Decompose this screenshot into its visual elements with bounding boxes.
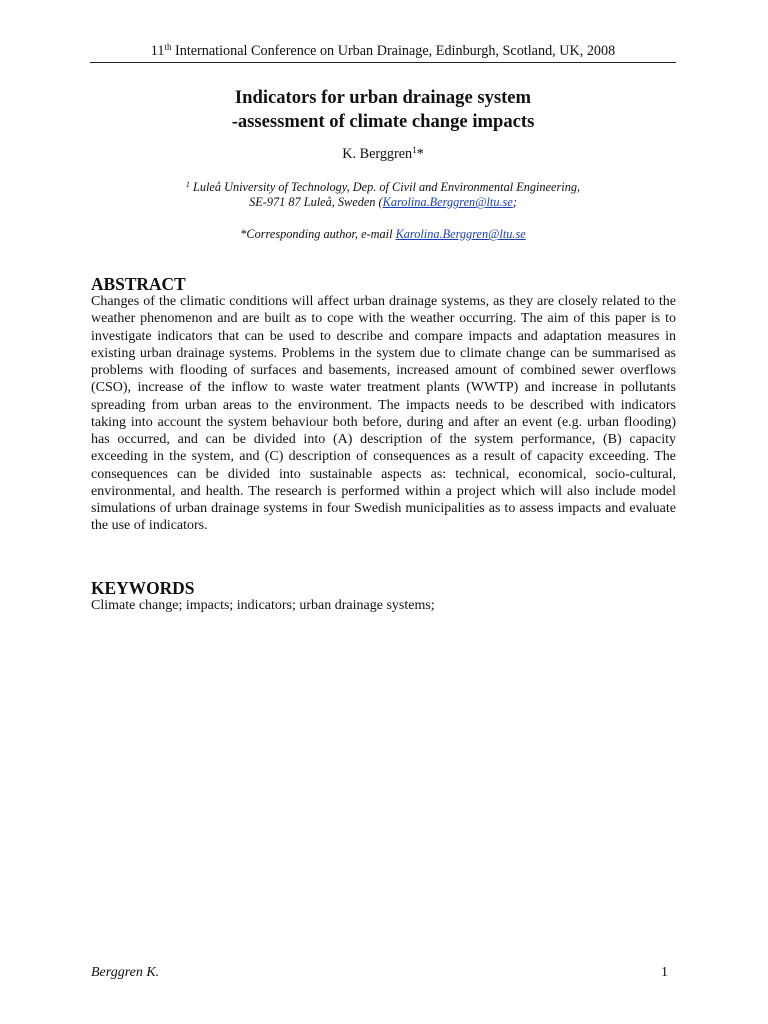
author-corresponding-marker: * (416, 146, 424, 162)
abstract-body: Changes of the climatic conditions will affect urban drainage systems, as they are closely related to the weather phenomenon and are built as to cope with the weather occurring. The aim of this paper is to investigate indicators that can be used to describe and compare impacts and adaptation measures in existing urban drainage systems. Problems in the system due to climate change can be summarised as problems with flooding of surfaces and basements, increased amount of combined sewer overflows (CSO), increase of the inflow to waste water treatment plants (WWTP) and increase in pollutants spreading from urban areas to the environment. The impacts needs to be described with indicators taking into account the system behaviour both before, during and after an event (e.g. urban flooding) has occurred, and can be divided into (A) description of the system performance, (B) capacity exceeding in the system, and (C) description of consequences as a result of capacity exceeding. The consequences can be divided into sustainable aspects as: technical, economical, socio-cultural, environmental, and health. The research is performed within a project which will also include model simulations of urban drainage systems in four Swedish municipalities as to assess impacts and evaluate the use of indicators. (91, 294, 676, 534)
title-line-1: Indicators for urban drainage system (234, 87, 532, 108)
affiliation-line-1 (90, 180, 676, 195)
author-line (90, 145, 676, 163)
title-line-2: -assessment of climate change impacts (231, 111, 535, 132)
affiliation-institution: Luleå University of Technology, Dep. of Civil and Environmental Engineering, (189, 180, 581, 194)
corresponding-email-link[interactable]: Karolina.Berggren@ltu.se (395, 227, 526, 241)
affiliation-block (90, 180, 676, 210)
corresponding-author-label: *Corresponding author, e-mail (240, 227, 396, 241)
keywords-body: Climate change; impacts; indicators; urban drainage systems; (91, 598, 435, 613)
footer-author: Berggren K. (91, 965, 160, 980)
affiliation-marker: 1 (185, 180, 190, 189)
conference-ordinal-suffix: th (164, 42, 172, 52)
affiliation-address: SE-971 87 Luleå, Sweden ( (249, 195, 383, 209)
corresponding-author-line (90, 227, 676, 242)
keywords-heading: KEYWORDS (91, 578, 195, 598)
author-name: K. Berggren (342, 146, 413, 162)
page-number: 1 (661, 965, 668, 980)
affiliation-suffix: ; (512, 195, 517, 209)
affiliation-line-2 (90, 195, 676, 210)
paper-title (90, 86, 676, 134)
conference-name: International Conference on Urban Drainage, Edinburgh, Scotland, UK, 2008 (171, 43, 616, 59)
abstract-heading: ABSTRACT (91, 274, 186, 294)
conference-ordinal-number: 11 (150, 43, 165, 59)
conference-header (90, 42, 676, 60)
header-divider (90, 62, 676, 63)
affiliation-email-link[interactable]: Karolina.Berggren@ltu.se (382, 195, 513, 209)
author-affiliation-marker: 1 (412, 145, 417, 155)
